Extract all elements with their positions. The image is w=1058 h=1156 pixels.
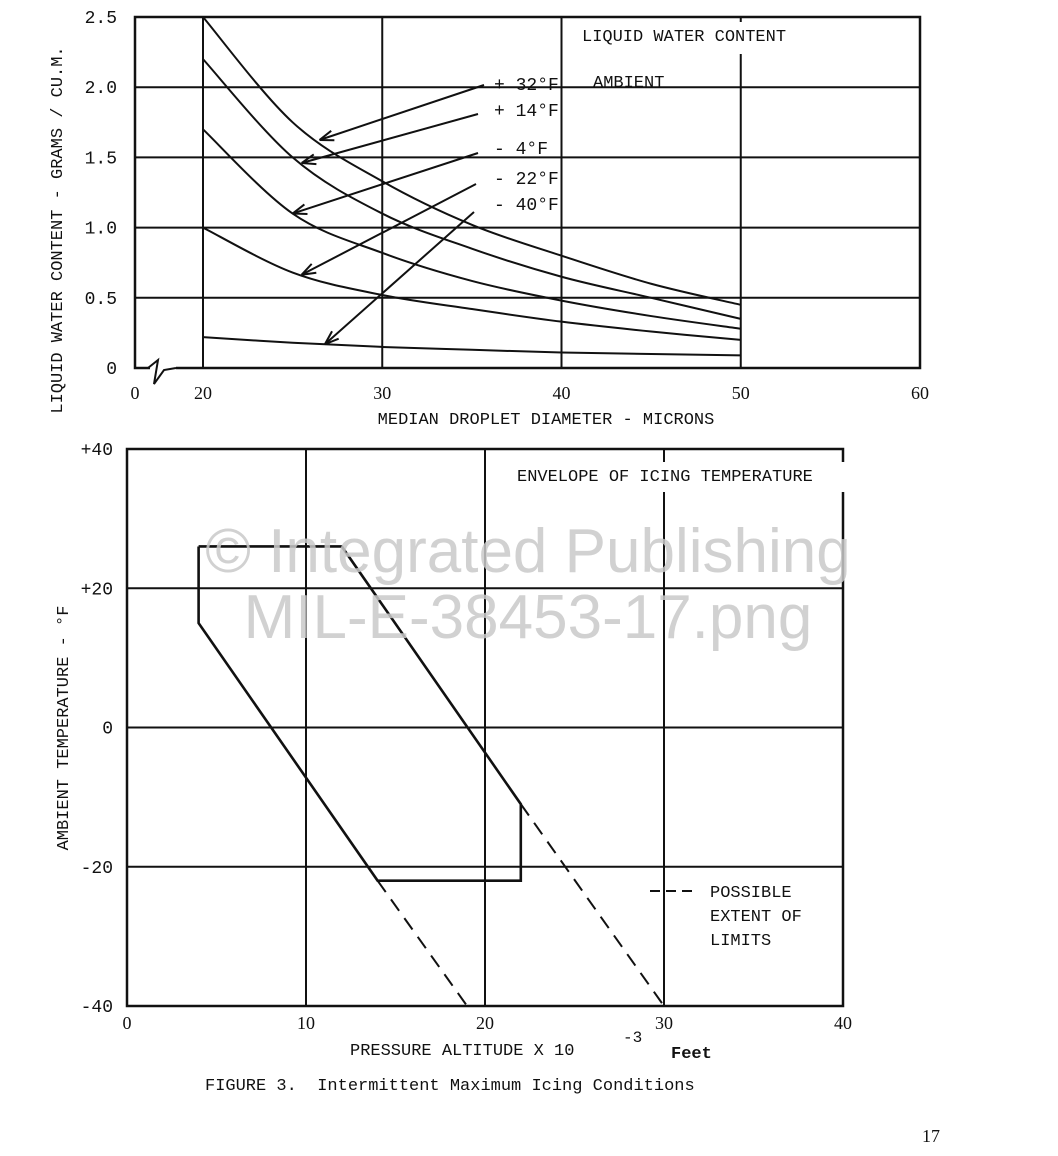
lwc-y-ticks xyxy=(85,9,117,380)
lwc-series-label-40-f: - 40°F xyxy=(494,196,559,216)
lwc-x-tick-20: 20 xyxy=(194,383,212,403)
lwc-x-tick-40: 40 xyxy=(552,383,571,403)
lwc-arrows-group xyxy=(293,85,484,344)
lwc-x-tick-0: 0 xyxy=(130,383,140,403)
envelope-x-label-unit: Feet xyxy=(671,1045,712,1064)
lwc-series-label-32-f: + 32°F xyxy=(494,76,559,96)
lwc-x-label: MEDIAN DROPLET DIAMETER - MICRONS xyxy=(377,411,715,430)
lwc-y-label: LIQUID WATER CONTENT - GRAMS / CU.M. xyxy=(49,46,68,414)
envelope-series-possible-extent-of-limits-left-line xyxy=(378,881,468,1006)
lwc-x-ticks xyxy=(131,383,930,403)
lwc-arrow-4-f-shaft xyxy=(293,153,478,214)
envelope-y-ticks xyxy=(81,441,113,1018)
lwc-series-22-f-line xyxy=(203,228,741,340)
lwc-series-label-4-f: - 4°F xyxy=(494,140,549,160)
lwc-arrow-22-f-shaft xyxy=(302,184,476,275)
lwc-x-tick-50: 50 xyxy=(731,383,750,403)
lwc-x-tick-60: 60 xyxy=(911,383,929,403)
envelope-y-tick-20: +20 xyxy=(80,580,113,601)
lwc-y-tick-2-5: 2.5 xyxy=(84,9,117,29)
lwc-legend-title: AMBIENT xyxy=(593,74,665,93)
lwc-y-tick-1-5: 1.5 xyxy=(84,149,117,170)
watermark-line-2: MIL-E-38453-17.png xyxy=(243,583,813,652)
envelope-x-tick-0: 0 xyxy=(122,1013,132,1033)
lwc-axis-break xyxy=(148,360,176,384)
lwc-series-32-f-line xyxy=(203,17,741,305)
envelope-y-label: AMBIENT TEMPERATURE - °F xyxy=(55,605,74,851)
watermark-line-1: © Integrated Publishing xyxy=(205,517,851,586)
lwc-series-14-f-line xyxy=(203,59,741,319)
envelope-x-tick-20: 20 xyxy=(476,1013,494,1033)
lwc-grid xyxy=(135,17,920,368)
legend-line-2: EXTENT OF xyxy=(710,908,802,927)
figure-caption: FIGURE 3. Intermittent Maximum Icing Conditions xyxy=(205,1077,695,1096)
envelope-y-tick-0: 0 xyxy=(102,719,113,740)
envelope-y-tick-40: +40 xyxy=(80,441,113,461)
lwc-arrow-40-f-shaft xyxy=(325,212,474,344)
envelope-x-tick-10: 10 xyxy=(297,1013,315,1033)
lwc-series-label-14-f: + 14°F xyxy=(494,102,559,122)
lwc-y-tick-0: 0 xyxy=(106,360,117,380)
envelope-series-possible-extent-of-limits-right-line xyxy=(521,804,664,1006)
lwc-x-tick-30: 30 xyxy=(373,383,392,403)
page-number: 17 xyxy=(922,1126,940,1146)
legend-line-3: LIMITS xyxy=(710,932,772,951)
envelope-title: ENVELOPE OF ICING TEMPERATURE xyxy=(517,468,813,487)
lwc-y-tick-0-5: 0.5 xyxy=(84,289,117,310)
lwc-y-tick-2-0: 2.0 xyxy=(84,79,117,100)
legend-line-1: POSSIBLE xyxy=(710,884,792,903)
lwc-y-tick-1-0: 1.0 xyxy=(84,219,117,240)
envelope-x-ticks xyxy=(123,1013,853,1033)
lwc-title: LIQUID WATER CONTENT xyxy=(582,28,787,47)
lwc-series-labels xyxy=(494,76,559,216)
envelope-x-label: PRESSURE ALTITUDE X 10 xyxy=(350,1042,575,1061)
lwc-arrow-14-f-shaft xyxy=(302,114,478,163)
envelope-y-tick-40: -40 xyxy=(80,998,113,1018)
lwc-series-40-f-line xyxy=(203,337,741,355)
lwc-plot-frame xyxy=(135,17,920,368)
lwc-arrow-32-f-shaft xyxy=(320,85,484,140)
envelope-x-tick-40: 40 xyxy=(834,1013,852,1033)
envelope-y-tick-20: -20 xyxy=(80,858,113,879)
envelope-x-label-exponent: -3 xyxy=(623,1029,643,1047)
envelope-legend xyxy=(650,884,802,951)
lwc-series-label-22-f: - 22°F xyxy=(494,170,559,190)
envelope-x-tick-30: 30 xyxy=(655,1013,673,1033)
lwc-chart xyxy=(49,9,929,430)
